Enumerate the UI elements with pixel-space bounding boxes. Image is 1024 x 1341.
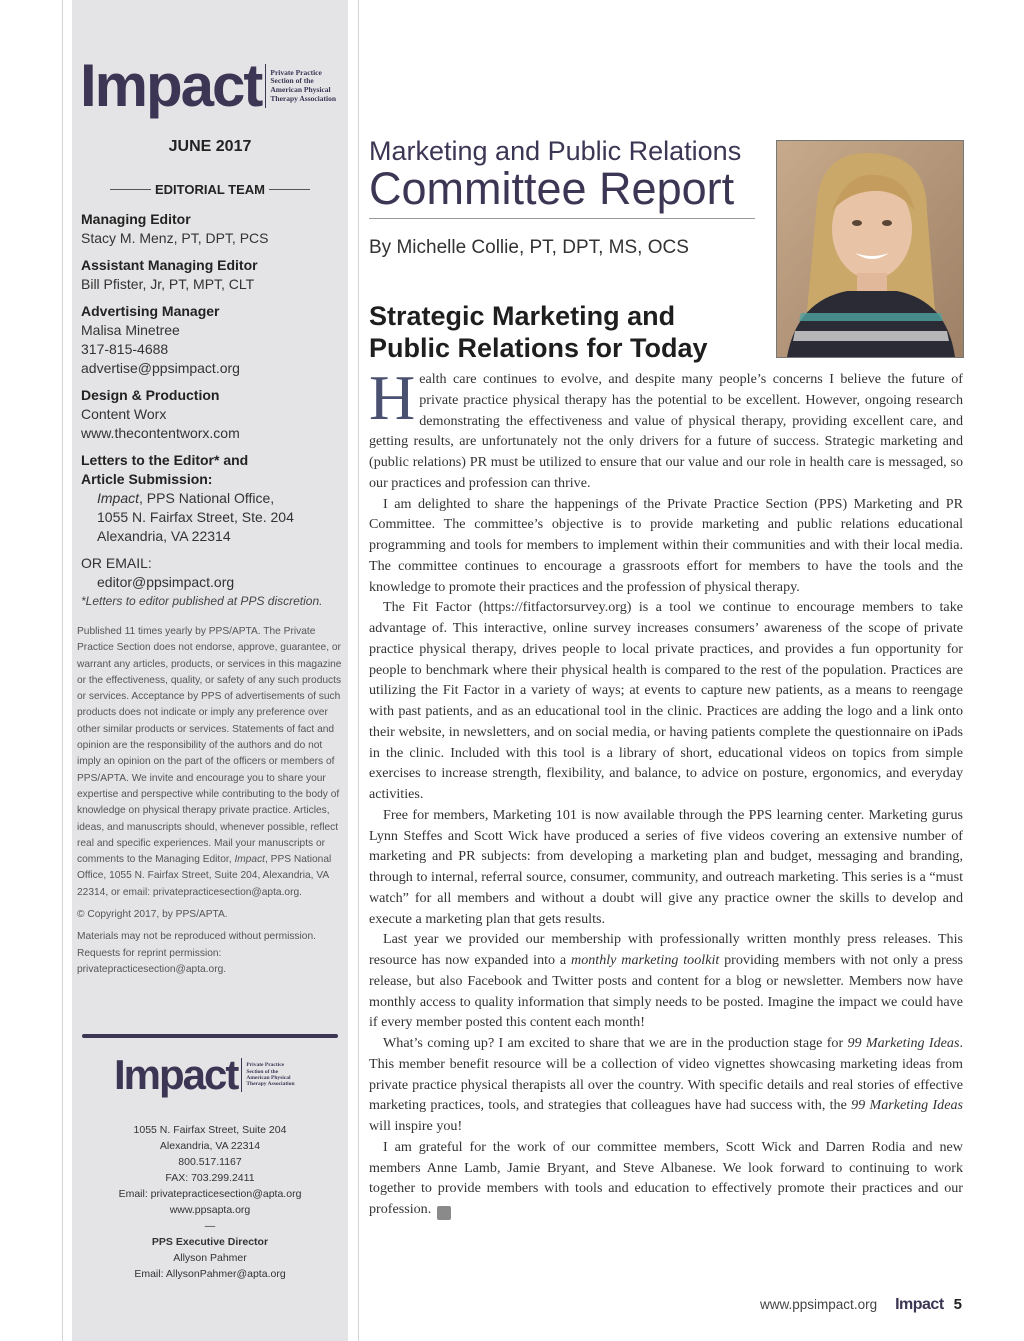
logo-divider: [241, 1058, 242, 1092]
paragraph-5: Last year we provided our membership with professionally written monthly press releases. This resource has now expanded into a monthly marketing toolkit providing members with not only a press release, but also Facebook and Twitter posts and content for a blog or newsletter. Members now have monthly access to quality information that simply needs to be posted. Imagine the impact we could have if every member posted this content each month!: [369, 931, 963, 1031]
footer-url-link[interactable]: www.ppsimpact.org: [760, 1297, 878, 1312]
logo-tagline: Private Practice Section of the American Physical Therapy Association: [246, 1062, 295, 1088]
end-mark-icon: I: [437, 1206, 451, 1220]
logo-word: Impact: [114, 1051, 238, 1098]
page-number: 5: [953, 1296, 962, 1313]
article-kicker: Marketing and Public Relations: [369, 136, 742, 166]
issue-date: JUNE 2017: [168, 138, 252, 155]
pps-email-link[interactable]: Email: privatepracticesection@apta.org: [118, 1188, 302, 1200]
drop-cap: H: [369, 362, 416, 433]
left-margin-rule: [62, 0, 63, 1341]
headline-rule: [369, 218, 755, 219]
design-production: Design & Production Content Worx www.thecontentworx.com: [81, 387, 240, 441]
managing-editor: Managing Editor Stacy M. Menz, PT, DPT, PCS: [81, 211, 269, 246]
logo-tagline: Private Practice Section of the American Physical Therapy Association: [270, 67, 337, 103]
author-photo: [776, 140, 964, 358]
letters-submission: Letters to the Editor* and Article Submission: Impact, PPS National Office, 1055 N. Fairfax Street, Ste. 204 Alexandria, VA 22314 OR EMAIL: editor@ppsimpact.org *Letters to editor published at PPS discretion.: [81, 452, 323, 608]
impact-logo-top: [80, 52, 337, 119]
author-portrait-image: [777, 141, 963, 357]
ppsapta-link[interactable]: www.ppsapta.org: [169, 1204, 251, 1216]
logo-word: Impact: [80, 52, 262, 119]
article-title: Strategic Marketing and Public Relations for Today: [369, 301, 708, 363]
paragraph-1: Health care continues to evolve, and despite many people’s concerns I believe the future of private practice physical therapy has the potential to be excellent. However, ongoing research demonstrating the effectiveness and value of physical therapy, providing excellent care, and getting results, are unfortunately not the only drivers for a future of success. Strategic marketing and (public relations) PR must be utilized to ensure that our value and our role in health care is messaged, so our practices and profession can thrive.: [369, 362, 963, 491]
advertise-email-link[interactable]: advertise@ppsimpact.org: [81, 360, 240, 376]
editorial-team-heading: EDITORIAL TEAM: [110, 182, 310, 197]
column-divider: [358, 0, 359, 1341]
assistant-managing-editor: Assistant Managing Editor Bill Pfister, Jr, PT, MPT, CLT: [81, 257, 258, 292]
address-block: 1055 N. Fairfax Street, Suite 204 Alexandria, VA 22314 800.517.1167 FAX: 703.299.2411 Email: privatepracticesection@apta.org www.ppsapta.org — PPS Executive Director Allyson Pahmer Email: AllysonPahmer@apta.org: [72, 1122, 348, 1282]
reprint-notice: Materials may not be reproduced without permission. Requests for reprint permission: privatepracticesection@apta.org.: [77, 931, 316, 975]
byline: By Michelle Collie, PT, DPT, MS, OCS: [369, 237, 689, 258]
paragraph-6: What’s coming up? I am excited to share that we are in the production stage for 99 Marketing Ideas. This member benefit resource will be a collection of video vignettes showcasing marketing ideas from private practice physical therapists all over the country. With specific details and real stories of effective marketing practices, tools, and strategies that colleagues have had success with, the 99 Marketing Ideas will inspire you!: [369, 1035, 963, 1134]
article-body: [369, 362, 963, 1220]
paragraph-2: I am delighted to share the happenings of the Private Practice Section (PPS) Marketing and PR Committee. The committee’s objective is to provide marketing and public relations educational programming and tools for members to implement within their communities and with their local media. The committee continues to encourage a grassroots effort for members to have the tools and the knowledge to promote their practices and the profession of physical therapy.: [369, 495, 963, 595]
sidebar-divider: [82, 1034, 338, 1038]
director-email-link[interactable]: Email: AllysonPahmer@apta.org: [134, 1268, 286, 1280]
editor-email-link[interactable]: editor@ppsimpact.org: [97, 574, 235, 590]
paragraph-3: The Fit Factor (https://fitfactorsurvey.org) is a tool we continue to encourage members to take advantage of. This interactive, online survey increases consumers’ awareness of the scope of private practice physical therapy, drives people to local private practices, and provides a fun opportunity for people to benchmark where their physical health is compared to the rest of the population. Practices are utilizing the Fit Factor in a variety of ways; at events to capture new patients, as a means to reengage with past patients, and as an educational tool in the clinic. Practices are adding the logo and a link onto their website, in newsletters, and on social media, or having patients complete the questionnaire on iPads in the clinic. Included with this tool is a library of short, educational videos on topics from simple exercises to increase strength, flexibility, and balance, to advice on posture, ergonomics, and everyday activities.: [369, 599, 963, 802]
advertising-manager: Advertising Manager Malisa Minetree 317-815-4688 advertise@ppsimpact.org: [81, 303, 240, 376]
article-headline: Committee Report: [369, 163, 735, 214]
page-footer: [760, 1296, 962, 1314]
disclaimer: [77, 624, 345, 984]
logo-divider: [265, 64, 266, 108]
impact-logo-bottom: [114, 1051, 295, 1098]
contentworx-link[interactable]: www.thecontentworx.com: [81, 425, 240, 441]
paragraph-4: Free for members, Marketing 101 is now available through the PPS learning center. Marketing gurus Lynn Steffes and Scott Wick have produced a series of five videos covering an extensive number of marketing and PR subjects: from developing a marketing plan and budget, messaging and branding, through to internal, referral source, consumer, community, and outreach marketing. This series is a “must watch” for all members and without a doubt will give any practice owner the skills to develop and execute a marketing plan that gets results.: [369, 806, 963, 927]
copyright: © Copyright 2017, by PPS/APTA.: [77, 909, 228, 921]
footer-brand: Impact: [895, 1296, 944, 1313]
paragraph-7: I am grateful for the work of our committee members, Scott Wick and Darren Rodia and new members Anne Lamb, Jamie Bryant, and Steve Albanese. We look forward to continuing to work together to provide members with tools and education to effectively promote their practices and our profession. I: [369, 1138, 963, 1218]
disclaimer-text: Published 11 times yearly by PPS/APTA. The Private Practice Section does not endorse, approve, guarantee, or warrant any articles, products, or services in this magazine or the effectiveness, quality, or safety of any such products or services. Acceptance by PPS of advertisements of such products does not indicate or imply any preference over other similar products or services. Statements of fact and opinion are the responsibility of the authors and do not imply an opinion on the part of the officers or members of PPS/APTA. We invite and encourage you to share your expertise and perspective while contributing to the body of knowledge on physical therapy private practice. Articles, ideas, and manuscripts should, whenever possible, reflect real and specific experiences. Mail your manuscripts or comments to the Managing Editor, Impact, PPS National Office, 1055 N. Fairfax Street, Suite 204, Alexandria, VA 22314, or email: privatepracticesection@apta.org.: [77, 626, 342, 898]
